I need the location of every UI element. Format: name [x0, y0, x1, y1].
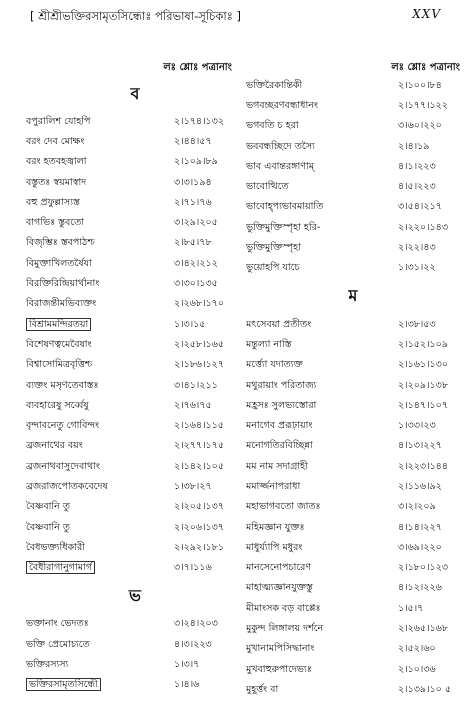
entry-reference: ৩।৭।১১৬: [174, 562, 212, 574]
index-entry: [26, 498, 244, 518]
entry-reference: ২।২৯২।১৮১: [174, 541, 224, 553]
entry-reference: ২।১৮৬।১২৭: [174, 359, 224, 371]
entry-term: মুকুন্দ লিঙ্গালয় দর্শনে: [246, 623, 324, 635]
index-entry: [26, 457, 244, 477]
entry-term: বৈষ্ণবানি তু: [26, 521, 70, 533]
entry-reference: ২।১৭৪।১৩২: [174, 115, 224, 127]
entry-term: ব্রজনাথবাসুদেবাথাং: [26, 460, 100, 472]
entry-term: বিজৃম্ভিঃ স্তবপাঠশ্চ: [26, 237, 95, 249]
index-entry: [246, 477, 460, 497]
entry-reference: ১।৩১।২২: [398, 262, 436, 274]
index-entry: [26, 538, 244, 558]
entry-term: বহু প্রফুল্লাস্যস্ত: [26, 196, 80, 208]
index-entry: [26, 274, 244, 294]
entry-term: মনাগেব প্ররূঢ়ায়াং: [246, 420, 313, 432]
entry-reference: ২।২৫৮।১৬৫: [174, 338, 224, 350]
section-letter-label: ভ: [129, 586, 141, 606]
index-entry: [26, 356, 244, 376]
entry-reference: ৩।৬০।২২০: [398, 120, 442, 132]
section-letter: [26, 579, 244, 615]
entry-term: বৃন্দাবনেতু গোবিন্দং: [26, 420, 100, 432]
entry-reference: ২।৭১।৭৬: [174, 196, 212, 208]
index-entry: [246, 259, 460, 279]
entry-term: ব্রজনাথের বয়ং: [26, 440, 83, 452]
index-entry: [246, 518, 460, 538]
entry-term: বিরাজন্তীমভিব্যক্তং: [26, 298, 97, 310]
index-entry: [246, 599, 460, 619]
index-entry: [26, 173, 244, 193]
entry-term: ভুক্তিমুক্তিস্পৃহা: [246, 242, 301, 254]
entry-term: মম নাম সদাগ্রাহী: [246, 460, 308, 472]
entry-reference: ১।৩৩।২৩: [398, 420, 436, 432]
index-entry: [246, 198, 460, 218]
entry-term: ভক্তিরসামৃতসিন্ধৌ: [26, 678, 101, 691]
entry-reference: ২।৮৫।৭৮: [174, 237, 212, 249]
entry-term: মথুরায়াং পরিতাজ্য: [246, 379, 317, 391]
page-title: [ শ্রীশ্রীভক্তিরসামৃতসিন্ধোঃ পরিভাষা-সূচিকাঃ ]: [30, 9, 242, 23]
entry-reference: ৩।৫৪।২১৭: [398, 201, 442, 213]
entry-reference: ৩।৬৯।২২০: [398, 541, 442, 553]
index-entry: [26, 254, 244, 274]
index-entry: [26, 655, 244, 675]
entry-term: ভগবতি চ হরা: [246, 120, 299, 132]
index-entry: [26, 559, 244, 579]
entry-reference: ২।২২।৪৩: [398, 242, 436, 254]
entry-term: ভববন্ধচ্ছিদে তস্যৈ: [246, 140, 315, 152]
index-entry: [246, 498, 460, 518]
entry-reference: ২।১১৬।৯২: [398, 480, 442, 492]
entry-reference: ২।২২৩।১৪৪: [398, 460, 448, 472]
entry-term: মানসেনোপচারেণ: [246, 562, 312, 574]
index-entry: [246, 538, 460, 558]
left-column: [26, 48, 244, 696]
entry-term: মর্ত্ত্যো যদাত্যক্ত: [246, 359, 303, 371]
index-entry: [246, 117, 460, 137]
entry-term: মুহূর্ত্তং বা: [246, 683, 279, 695]
entry-term: বরং হতবহজ্বালা: [26, 156, 87, 168]
entry-reference: ২।১০০।৮৪: [398, 79, 442, 91]
entry-reference: ৪।৫।২২৩: [398, 181, 436, 193]
entry-reference: ১।৪।৬: [174, 679, 200, 691]
entry-reference: ২।২০৫।১৩৭: [174, 501, 225, 513]
index-entry: [246, 238, 460, 258]
entry-reference: ৩।৪১।২১১: [174, 379, 218, 391]
entry-reference: ২।৪।১৯: [398, 140, 430, 152]
index-entry: [246, 559, 460, 579]
entry-reference: ২।২০৯।১৩৮: [398, 379, 448, 391]
entry-reference: ২।২৬৫।১৬৮: [398, 623, 448, 635]
index-entry: [246, 437, 460, 457]
index-entry: [246, 157, 460, 177]
index-entry: [26, 676, 244, 696]
entry-term: ভক্তিরস্যস্য: [26, 659, 69, 671]
entry-term: বিরক্তিরিন্দ্রিয়ার্থানাং: [26, 278, 100, 290]
entry-term: বৈধীরাগানুগামার্গ: [26, 561, 95, 574]
section-letter: [26, 76, 244, 112]
index-entry: [26, 518, 244, 538]
entry-reference: ৪।৩।২২৩: [174, 638, 212, 650]
entry-reference: ৩।৩।১৯৪: [174, 176, 212, 188]
entry-term: মনোগতিরবিচ্ছিন্না: [246, 440, 313, 452]
entry-term: বাগভিঃ স্তুবতো: [26, 217, 84, 229]
entry-term: মাধুর্য্যাপি মধুরং: [246, 541, 303, 553]
index-entry: [26, 315, 244, 335]
index-entry: [246, 76, 460, 96]
index-entry: [26, 295, 244, 315]
entry-term: মহিমজ্ঞান যুক্তঃ: [246, 521, 305, 533]
entry-reference: ২।২০৬।১৩৭: [174, 521, 225, 533]
entry-reference: ১।৩।৭: [174, 659, 200, 671]
entry-term: মহাভাগবতো জাতঃ: [246, 501, 321, 513]
entry-term: বিশেষণত্বমেবৈষাং: [26, 338, 92, 350]
index-entry: [246, 660, 460, 680]
index-entry: [26, 635, 244, 655]
entry-term: বিশ্বাসোমিত্রবৃত্তিশ্চ: [26, 359, 93, 371]
index-entry: [26, 213, 244, 233]
index-entry: [26, 132, 244, 152]
index-entry: [246, 416, 460, 436]
index-entry: [246, 96, 460, 116]
entry-term: ভাবোত্থিতে: [246, 181, 289, 193]
entry-reference: ২।২৬৮।১৭০: [174, 298, 225, 310]
index-entry: [246, 619, 460, 639]
index-entry: [246, 315, 460, 335]
entry-term: মমার্জ্জনাপরাধা: [246, 480, 301, 492]
entry-reference: ২।১৪৭।১০৭: [398, 399, 448, 411]
index-entry: [246, 396, 460, 416]
entry-reference: ১।৩৮।২৭: [174, 480, 212, 492]
entry-reference: ২।৭৬।৭৫: [174, 399, 212, 411]
entry-reference: ৪।১৪।২২৭: [398, 521, 442, 533]
entry-reference: ২।১৬১।১৩০: [398, 359, 448, 371]
entry-term: বিমুক্তাখিলতর্ষৈযা: [26, 257, 92, 269]
entry-reference: ২।১৫২।১০৯: [398, 338, 448, 350]
index-entry: [246, 137, 460, 157]
page-number: XXV: [412, 7, 441, 21]
entry-term: মন্তুল্যা নাস্তি: [246, 338, 292, 350]
entry-term: বরং দেব মোক্ষং: [26, 135, 85, 147]
entry-term: বস্তুতঃ স্বয়মাস্বাদ: [26, 176, 87, 188]
section-letter: [246, 279, 460, 315]
page-header: [0, 0, 469, 34]
entry-reference: ২।৩৮।৫৩: [398, 318, 436, 330]
entry-term: মাহাত্ম্যজ্ঞানযুক্তস্তু: [246, 582, 313, 594]
column-heading-label: লঃ শ্লোঃ পত্রানাং: [163, 62, 232, 73]
entry-reference: ৪।১৩।২২৭: [398, 440, 442, 452]
index-entry: [26, 437, 244, 457]
index-entry: [26, 477, 244, 497]
entry-reference: ৩।৩০।১৩৫: [174, 278, 218, 290]
section-letter-label: ব: [130, 83, 140, 103]
index-entry: [26, 153, 244, 173]
entry-reference: ৪।১২।২২৬: [398, 582, 442, 594]
entry-reference: ৩।২।২০৯: [398, 501, 436, 513]
entry-term: ভাবোহ্প্যভাবমায়াতি: [246, 201, 324, 213]
entry-term: ব্যবহারেষু সর্ব্বেষু: [26, 399, 89, 411]
entry-term: মুখানামপিসিদ্ধানাং: [246, 643, 315, 655]
entry-reference: ৪।১।২২৩: [398, 160, 436, 172]
entry-term: বিশ্রামমন্দিরতয়া: [26, 318, 91, 331]
entry-term: ভগবচ্ছরণবন্ধাধানং: [246, 99, 318, 111]
entry-term: ভক্তিরৈকান্তিকী: [246, 79, 303, 91]
index-entry: [246, 640, 460, 660]
entry-reference: ২।১৬৪।১১৫: [174, 420, 224, 432]
entry-term: বপুরালিশ যোহপি: [26, 115, 91, 127]
index-entry: [26, 416, 244, 436]
entry-term: ভুয়োহপি যাচে: [246, 262, 300, 274]
entry-reference: ২।১৭৭।১২২: [398, 99, 449, 111]
index-entry: [26, 193, 244, 213]
entry-reference: ৩।৪২।২১২: [174, 257, 218, 269]
entry-term: বৈধভক্ত্যধিকারী: [26, 541, 85, 553]
index-entry: [26, 615, 244, 635]
column-heading: [26, 48, 244, 76]
right-column: [246, 48, 460, 701]
entry-reference: ২।২৭৭।১৭৫: [174, 440, 225, 452]
entry-reference: ২।১৪২।১০৫: [174, 460, 224, 472]
entry-reference: ২।১০৯।৮৯: [174, 156, 218, 168]
index-entry: [26, 376, 244, 396]
index-entry: [246, 680, 460, 700]
entry-term: মৎসেবয়া প্রতীতং: [246, 318, 312, 330]
entry-reference: ২।১৩৯।১০ ৫: [398, 683, 452, 695]
entry-term: ভক্তি প্রেমোচ্যতে: [26, 638, 90, 650]
entry-reference: ৩।২৯।২০৫: [174, 217, 218, 229]
index-entry: [26, 396, 244, 416]
entry-term: বৈষ্ণবানি তু: [26, 501, 70, 513]
index-entry: [246, 218, 460, 238]
entry-reference: ৩।২৪।২০৩: [174, 618, 218, 630]
entry-reference: ১।৩।১৫: [174, 318, 206, 330]
entry-term: ব্রজরাজপোতকবেদেষ: [26, 480, 108, 492]
entry-term: মুখবাহুরুপাদেভ্যঃ: [246, 663, 312, 675]
entry-reference: ১।৫।৭: [398, 602, 424, 614]
index-entry: [26, 234, 244, 254]
index-entry: [246, 376, 460, 396]
index-entry: [246, 335, 460, 355]
entry-term: ভাব এবান্তরঙ্গাণাম্: [246, 160, 315, 172]
entry-term: ভুক্তিমুক্তিস্পৃহা হরি-: [246, 221, 321, 233]
entry-term: মীমাংসক বড় বাপ্পেঃ: [246, 602, 321, 614]
entry-reference: ২।১০।৩৬: [398, 663, 436, 675]
entry-reference: ২।২২০।১৪৩: [398, 221, 449, 233]
index-entry: [26, 335, 244, 355]
index-entry: [246, 457, 460, 477]
index-entry: [246, 356, 460, 376]
section-letter-label: ম: [348, 286, 358, 306]
index-entry: [246, 579, 460, 599]
index-entry: [26, 112, 244, 132]
entry-reference: ২।৫২।৬০: [398, 643, 436, 655]
entry-term: মহ্রসঃ সুলভ্যস্তোরা: [246, 399, 317, 411]
entry-term: ব্যক্তং মসৃণতেবাস্তঃ: [26, 379, 99, 391]
entry-reference: ২।১৮০।১২৩: [398, 562, 448, 574]
entry-term: ভক্তানাং ভেদতঃ: [26, 618, 89, 630]
entry-reference: ২।৪৪।৫৭: [174, 135, 212, 147]
column-heading: [246, 48, 460, 76]
column-heading-label: লঃ শ্লোঃ পত্রানাং: [391, 62, 460, 73]
index-entry: [246, 177, 460, 197]
